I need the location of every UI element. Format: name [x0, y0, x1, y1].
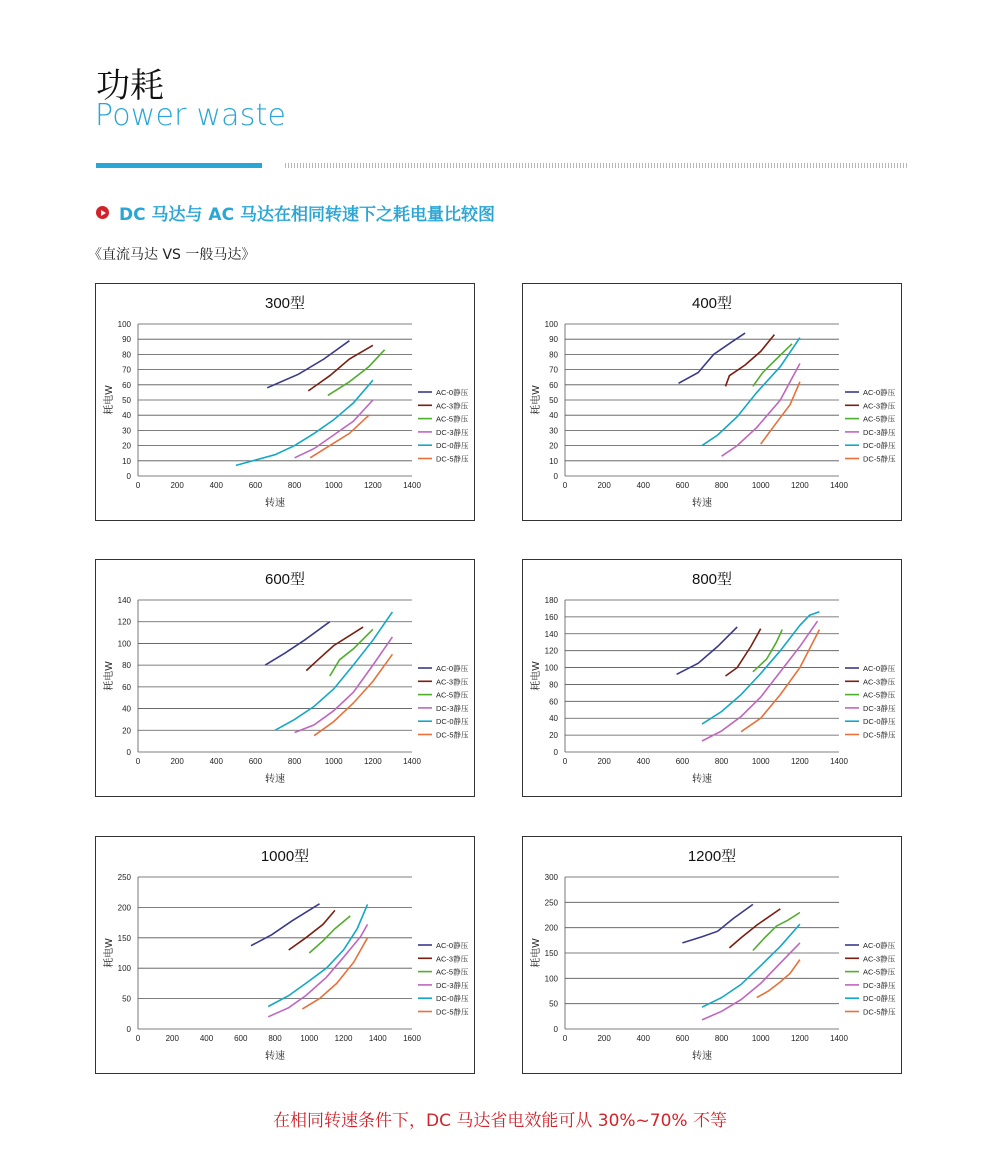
- section-heading: [96, 200, 495, 225]
- y-tick-label: 200: [117, 903, 131, 913]
- y-tick-label: 20: [549, 441, 558, 451]
- y-tick-label: 300: [544, 873, 558, 882]
- x-tick-label: 200: [597, 481, 611, 490]
- legend-label: DC-3静压: [863, 427, 896, 437]
- legend-label: DC-0静压: [863, 717, 896, 727]
- legend-label: DC-0静压: [436, 717, 469, 727]
- y-tick-label: 50: [122, 994, 131, 1004]
- x-tick-label: 600: [675, 757, 690, 766]
- y-tick-label: 100: [544, 320, 558, 329]
- y-tick-label: 100: [544, 663, 558, 673]
- x-tick-label: 800: [714, 1034, 729, 1043]
- y-tick-label: 80: [122, 350, 131, 360]
- x-tick-label: 600: [675, 481, 690, 490]
- x-tick-label: 600: [675, 1034, 690, 1043]
- legend-label: AC-5静压: [436, 414, 469, 424]
- y-tick-label: 100: [117, 964, 131, 974]
- legend-label: AC-5静压: [863, 967, 896, 977]
- chart-title: 300型: [264, 295, 306, 312]
- series-line: [267, 341, 349, 388]
- legend-label: AC-5静压: [863, 690, 896, 700]
- series-line: [275, 612, 392, 730]
- x-tick-label: 1000: [300, 1034, 319, 1043]
- series-line: [309, 916, 350, 953]
- y-tick-label: 0: [553, 748, 558, 757]
- y-tick-label: 60: [549, 697, 558, 707]
- legend-label: AC-3静压: [863, 401, 896, 411]
- y-tick-label: 50: [549, 999, 558, 1009]
- x-tick-label: 200: [165, 1034, 179, 1043]
- legend-label: AC-0静压: [436, 941, 469, 950]
- y-tick-label: 80: [122, 661, 131, 671]
- x-tick-label: 1000: [324, 481, 343, 490]
- x-axis-label: 转速: [692, 1051, 712, 1062]
- x-tick-label: 1400: [830, 481, 848, 490]
- x-tick-label: 200: [597, 757, 611, 766]
- y-tick-label: 100: [117, 320, 131, 329]
- y-tick-label: 150: [117, 933, 131, 943]
- y-tick-label: 160: [544, 612, 558, 622]
- y-tick-label: 10: [122, 456, 131, 466]
- y-tick-label: 60: [549, 380, 558, 390]
- series-line: [308, 345, 373, 391]
- series-line: [702, 621, 818, 741]
- x-tick-label: 1200: [790, 757, 809, 766]
- x-tick-label: 1400: [368, 1034, 387, 1043]
- y-tick-label: 20: [549, 731, 558, 741]
- x-tick-label: 400: [636, 757, 650, 766]
- series-line: [753, 344, 792, 387]
- legend-label: AC-0静压: [863, 664, 896, 673]
- y-tick-label: 140: [117, 596, 131, 605]
- legend-label: DC-5静压: [863, 1007, 896, 1017]
- series-line: [330, 629, 373, 676]
- y-tick-label: 180: [544, 596, 558, 605]
- x-tick-label: 1000: [751, 481, 770, 490]
- legend-label: AC-3静压: [863, 677, 896, 687]
- x-tick-label: 1200: [334, 1034, 353, 1043]
- chart-title: 1000型: [260, 848, 310, 865]
- y-tick-label: 30: [122, 426, 131, 436]
- series-line: [679, 333, 746, 383]
- chart-800: [522, 559, 902, 797]
- footer-note: 在相同转速条件下，DC 马达省电效能可从 30%~70% 不等: [273, 1111, 727, 1131]
- legend-label: DC-3静压: [436, 703, 469, 713]
- y-tick-label: 40: [549, 411, 558, 421]
- x-tick-label: 1600: [403, 1034, 421, 1043]
- y-axis-label: 耗电W: [531, 938, 542, 968]
- legend-label: DC-5静压: [436, 1007, 469, 1017]
- chart-1000: [95, 836, 475, 1074]
- x-tick-label: 1400: [403, 757, 421, 766]
- x-tick-label: 400: [636, 1034, 650, 1043]
- y-tick-label: 20: [122, 726, 131, 736]
- legend-label: DC-0静压: [436, 994, 469, 1004]
- y-axis-label: 耗电W: [104, 661, 115, 691]
- y-tick-label: 70: [549, 365, 558, 375]
- legend-label: DC-0静压: [436, 441, 469, 451]
- title-underline-dotted: [285, 163, 907, 168]
- legend-label: AC-0静压: [436, 664, 469, 673]
- y-axis-label: 耗电W: [104, 938, 115, 968]
- y-tick-label: 140: [544, 629, 558, 639]
- x-tick-label: 400: [199, 1034, 214, 1043]
- y-tick-label: 120: [117, 617, 131, 627]
- legend-label: DC-5静压: [863, 730, 896, 740]
- x-tick-label: 1400: [830, 1034, 848, 1043]
- legend-label: AC-3静压: [436, 677, 469, 687]
- x-tick-label: 1200: [790, 481, 809, 490]
- series-line: [289, 910, 335, 950]
- x-tick-label: 600: [234, 1034, 248, 1043]
- legend-label: AC-5静压: [863, 414, 896, 424]
- y-tick-label: 90: [549, 335, 558, 345]
- y-tick-label: 0: [126, 472, 131, 481]
- y-tick-label: 50: [549, 396, 558, 405]
- legend-label: DC-3静压: [863, 980, 896, 990]
- x-tick-label: 0: [562, 1034, 568, 1043]
- y-tick-label: 40: [122, 411, 131, 421]
- legend-label: DC-3静压: [436, 980, 469, 990]
- y-tick-label: 100: [544, 974, 558, 984]
- y-tick-label: 0: [553, 472, 558, 481]
- x-tick-label: 1200: [363, 481, 382, 490]
- y-tick-label: 80: [549, 680, 558, 690]
- x-axis-label: 转速: [265, 1051, 285, 1062]
- chart-svg: [96, 837, 474, 1073]
- y-tick-label: 200: [544, 923, 558, 933]
- section-title: DC 马达与 AC 马达在相同转速下之耗电量比较图: [119, 205, 495, 225]
- y-tick-label: 80: [549, 350, 558, 360]
- y-axis-label: 耗电W: [531, 661, 542, 691]
- y-tick-label: 250: [544, 898, 558, 908]
- chart-title: 400型: [691, 295, 733, 312]
- y-tick-label: 30: [549, 426, 558, 436]
- series-line: [741, 630, 819, 732]
- x-tick-label: 0: [135, 1034, 141, 1043]
- x-tick-label: 800: [287, 757, 302, 766]
- series-line: [295, 637, 393, 733]
- legend-label: AC-3静压: [436, 401, 469, 411]
- series-line: [328, 350, 385, 396]
- chart-title: 800型: [691, 571, 733, 588]
- chart-300: [95, 283, 475, 521]
- series-line: [761, 382, 800, 444]
- legend-label: DC-0静压: [863, 994, 896, 1004]
- legend-label: AC-0静压: [436, 388, 469, 397]
- x-tick-label: 1000: [751, 757, 770, 766]
- series-line: [702, 924, 800, 1007]
- legend-label: DC-3静压: [863, 703, 896, 713]
- x-tick-label: 1200: [363, 757, 382, 766]
- legend-label: DC-5静压: [863, 454, 896, 464]
- chart-svg: [523, 837, 901, 1073]
- y-tick-label: 70: [122, 365, 131, 375]
- chart-svg: [523, 560, 901, 796]
- x-tick-label: 400: [636, 481, 650, 490]
- y-tick-label: 0: [553, 1025, 558, 1034]
- chart-title: 600型: [264, 571, 306, 588]
- chart-svg: [96, 560, 474, 796]
- x-tick-label: 1400: [403, 481, 421, 490]
- x-tick-label: 200: [170, 481, 184, 490]
- series-line: [268, 924, 367, 1016]
- x-tick-label: 0: [135, 757, 141, 766]
- page-title: 功耗: [96, 66, 164, 106]
- play-bullet-icon: [96, 206, 109, 219]
- x-tick-label: 800: [287, 481, 302, 490]
- y-tick-label: 60: [122, 380, 131, 390]
- x-tick-label: 400: [209, 757, 223, 766]
- chart-400: [522, 283, 902, 521]
- legend-label: DC-5静压: [436, 454, 469, 464]
- x-tick-label: 1000: [324, 757, 343, 766]
- title-underline-accent: [96, 163, 262, 168]
- chart-600: [95, 559, 475, 797]
- x-tick-label: 200: [170, 757, 184, 766]
- x-axis-label: 转速: [692, 774, 712, 785]
- y-tick-label: 20: [122, 441, 131, 451]
- legend-label: DC-3静压: [436, 427, 469, 437]
- x-tick-label: 600: [248, 481, 263, 490]
- y-tick-label: 60: [122, 682, 131, 692]
- chart-title: 1200型: [687, 848, 737, 865]
- y-tick-label: 10: [549, 456, 558, 466]
- series-line: [295, 400, 373, 458]
- x-tick-label: 600: [248, 757, 263, 766]
- x-axis-label: 转速: [265, 498, 285, 509]
- x-tick-label: 1200: [790, 1034, 809, 1043]
- x-tick-label: 0: [135, 481, 141, 490]
- x-tick-label: 800: [714, 481, 729, 490]
- legend-label: DC-5静压: [436, 730, 469, 740]
- y-tick-label: 0: [126, 748, 131, 757]
- legend-label: AC-0静压: [863, 388, 896, 397]
- series-line: [251, 904, 320, 946]
- x-axis-label: 转速: [692, 498, 712, 509]
- series-line: [729, 909, 780, 948]
- legend-label: AC-5静压: [436, 690, 469, 700]
- x-tick-label: 0: [562, 481, 568, 490]
- y-tick-label: 0: [126, 1025, 131, 1034]
- legend-label: AC-5静压: [436, 967, 469, 977]
- legend-label: DC-0静压: [863, 441, 896, 451]
- x-tick-label: 800: [268, 1034, 282, 1043]
- y-tick-label: 250: [117, 873, 131, 882]
- chart-svg: [96, 284, 474, 520]
- legend-label: AC-3静压: [436, 954, 469, 964]
- y-tick-label: 50: [122, 396, 131, 405]
- x-tick-label: 0: [562, 757, 568, 766]
- y-axis-label: 耗电W: [531, 385, 542, 415]
- chart-1200: [522, 836, 902, 1074]
- x-tick-label: 1000: [751, 1034, 770, 1043]
- y-tick-label: 40: [549, 714, 558, 724]
- series-line: [722, 364, 800, 457]
- y-tick-label: 90: [122, 335, 131, 345]
- chart-svg: [523, 284, 901, 520]
- x-tick-label: 400: [209, 481, 223, 490]
- x-tick-label: 200: [597, 1034, 611, 1043]
- y-tick-label: 100: [117, 639, 131, 649]
- series-line: [726, 335, 775, 387]
- page-subtitle-en: Power waste: [95, 98, 287, 133]
- legend-label: AC-3静压: [863, 954, 896, 964]
- section-subtitle: 《直流马达 VS 一般马达》: [88, 247, 256, 263]
- legend-label: AC-0静压: [863, 941, 896, 950]
- y-tick-label: 40: [122, 704, 131, 714]
- series-line: [702, 943, 800, 1020]
- series-line: [268, 904, 367, 1006]
- y-axis-label: 耗电W: [104, 385, 115, 415]
- x-axis-label: 转速: [265, 774, 285, 785]
- series-line: [310, 415, 369, 458]
- y-tick-label: 150: [544, 949, 558, 958]
- y-tick-label: 120: [544, 646, 558, 656]
- x-tick-label: 1400: [830, 757, 848, 766]
- x-tick-label: 800: [714, 757, 729, 766]
